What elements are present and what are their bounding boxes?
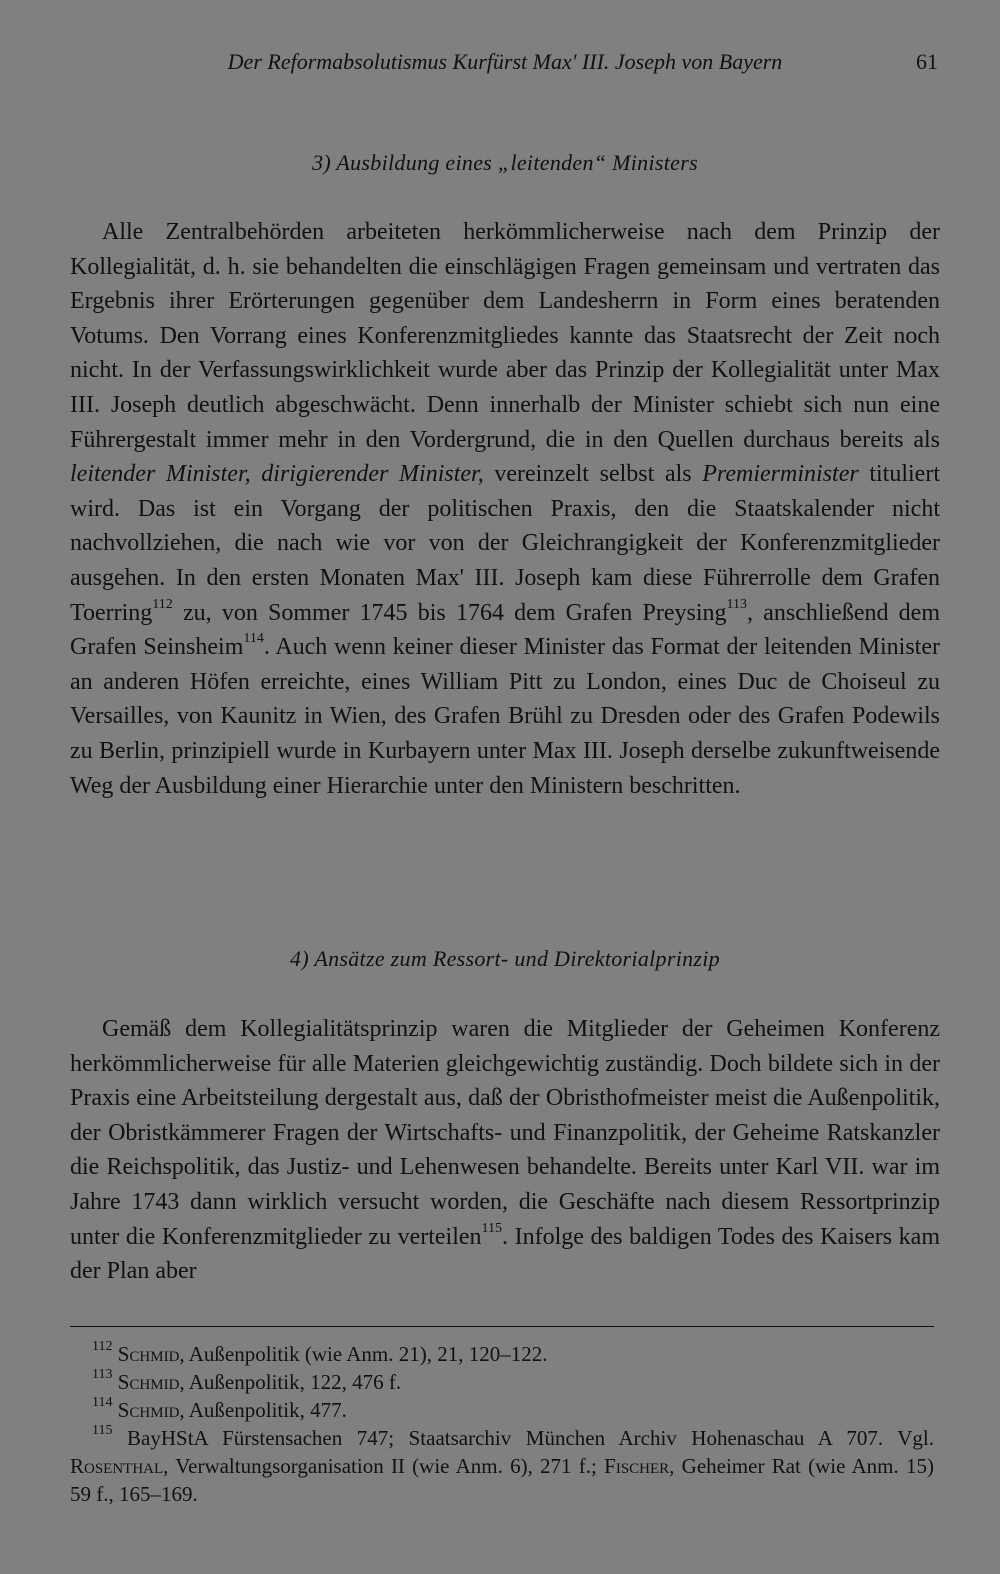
footnote-ref-114[interactable]: 114 — [243, 631, 264, 647]
footnote-author: Rosenthal — [70, 1454, 164, 1478]
footnote-text: , Außenpolitik (wie Anm. 21), 21, 120–122. — [179, 1342, 548, 1366]
page-number: 61 — [916, 49, 938, 74]
footnote-ref-113[interactable]: 113 — [726, 596, 747, 612]
section-4-paragraph — [70, 1012, 940, 1289]
footnote-113 — [70, 1368, 934, 1396]
text-run: Alle Zentralbehörden arbeiteten herkömmlicherweise nach dem Prinzip der Kollegialität, d. h. sie behandelten die einschlägigen Fragen gemeinsam und vertraten das Ergebnis ihrer Erörterungen gegenüber dem Landesherrn in Form eines beratenden Votums. Den Vorrang eines Konferenzmitgliedes kannte das Staatsrecht der Zeit noch nicht. In der Verfassungswirklichkeit wurde aber das Prinzip der Kollegialität unter Max III. Joseph deutlich abgeschwächt. Denn innerhalb der Minister schiebt sich nun eine Führergestalt immer mehr in den Vordergrund, die in den Quellen durchaus bereits als — [70, 219, 940, 453]
text-run: tituliert wird. Das ist ein Vorgang der politischen Praxis, den die Staatskalender nicht nachvollziehen, die nach wie vor von der Gleichrangigkeit der Konferenzmitglieder ausgehen. In den ersten Monaten Max' III. Joseph kam diese Führerrolle dem Grafen Toerring — [70, 461, 940, 626]
footnote-author: Schmid — [117, 1370, 180, 1394]
footnote-114 — [70, 1396, 934, 1424]
footnote-author: Schmid — [117, 1342, 180, 1366]
text-run: zu, von Sommer 1745 bis 1764 dem Grafen Preysing — [172, 599, 727, 626]
running-head — [70, 44, 940, 80]
footnote-number: 115 — [92, 1423, 113, 1438]
footnote-author: Fischer — [604, 1454, 670, 1478]
footnote-115 — [70, 1424, 934, 1508]
footnote-ref-115[interactable]: 115 — [481, 1220, 503, 1236]
footnotes — [70, 1340, 934, 1508]
running-title: Der Reformabsolutismus Kurfürst Max' III. Joseph von Bayern — [227, 49, 783, 74]
footnote-ref-112[interactable]: 112 — [152, 596, 173, 612]
footnote-text: , Außenpolitik, 122, 476 f. — [179, 1370, 402, 1394]
footnote-text: BayHStA Fürstensachen 747; Staatsarchiv München Archiv Hohenaschau A 707. Vgl. — [127, 1426, 934, 1450]
text-run: vereinzelt selbst als — [483, 461, 703, 488]
section-4-heading: 4) Ansätze zum Ressort- und Direktorialprinzip — [290, 946, 720, 971]
text-run: Gemäß dem Kollegialitätsprinzip waren die Mitglieder der Geheimen Konferenz herkömmlicherweise für alle Materien gleichgewichtig zuständig. Doch bildete sich in der Praxis eine Arbeitsteilung dergestalt aus, daß der Obristhofmeister meist die Außenpolitik, der Obristkämmerer Fragen der Wirtschafts- und Finanzpolitik, der Geheime Ratskanzler die Reichspolitik, das Justiz- und Lehenwesen behandelte. Bereits unter Karl VII. war im Jahre 1743 dann wirklich versucht worden, die Geschäfte nach diesem Ressortprinzip unter die Konferenzmitglieder zu verteilen — [70, 1016, 940, 1250]
text-run: , anschließend dem Grafen Seinsheim — [70, 599, 941, 661]
italic-term: Premierminister — [702, 461, 859, 488]
text-run: . Auch wenn keiner dieser Minister das Format der leitenden Minister an anderen Höfen erreichte, eines William Pitt zu London, eines Duc de Choiseul zu Versailles, von Kaunitz in Wien, des Grafen Brühl zu Dresden oder des Grafen Podewils zu Berlin, prinzipiell wurde in Kurbayern unter Max III. Joseph derselbe zukunftweisende Weg der Ausbildung einer Hierarchie unter den Ministern beschritten. — [70, 634, 940, 799]
footnote-text: , Geheimer Rat (wie Anm. 15) 59 f., 165–169. — [70, 1454, 934, 1506]
footnote-number: 112 — [92, 1339, 113, 1354]
footnote-number: 114 — [92, 1395, 113, 1410]
section-3-paragraph — [70, 215, 940, 803]
footnote-rule — [70, 1326, 934, 1327]
footnote-text: , Außenpolitik, 477. — [179, 1398, 347, 1422]
footnote-112 — [70, 1340, 934, 1368]
footnote-text: , Verwaltungsorganisation II (wie Anm. 6), 271 f.; — [163, 1454, 605, 1478]
footnote-number: 113 — [92, 1367, 113, 1382]
text-run: . Infolge des baldigen Todes des Kaisers kam der Plan aber — [70, 1223, 940, 1285]
italic-term: leitender Minister, dirigierender Minister, — [70, 461, 484, 488]
footnote-author: Schmid — [117, 1398, 180, 1422]
section-3-heading: 3) Ausbildung eines „leitenden“ Ministers — [312, 150, 698, 175]
